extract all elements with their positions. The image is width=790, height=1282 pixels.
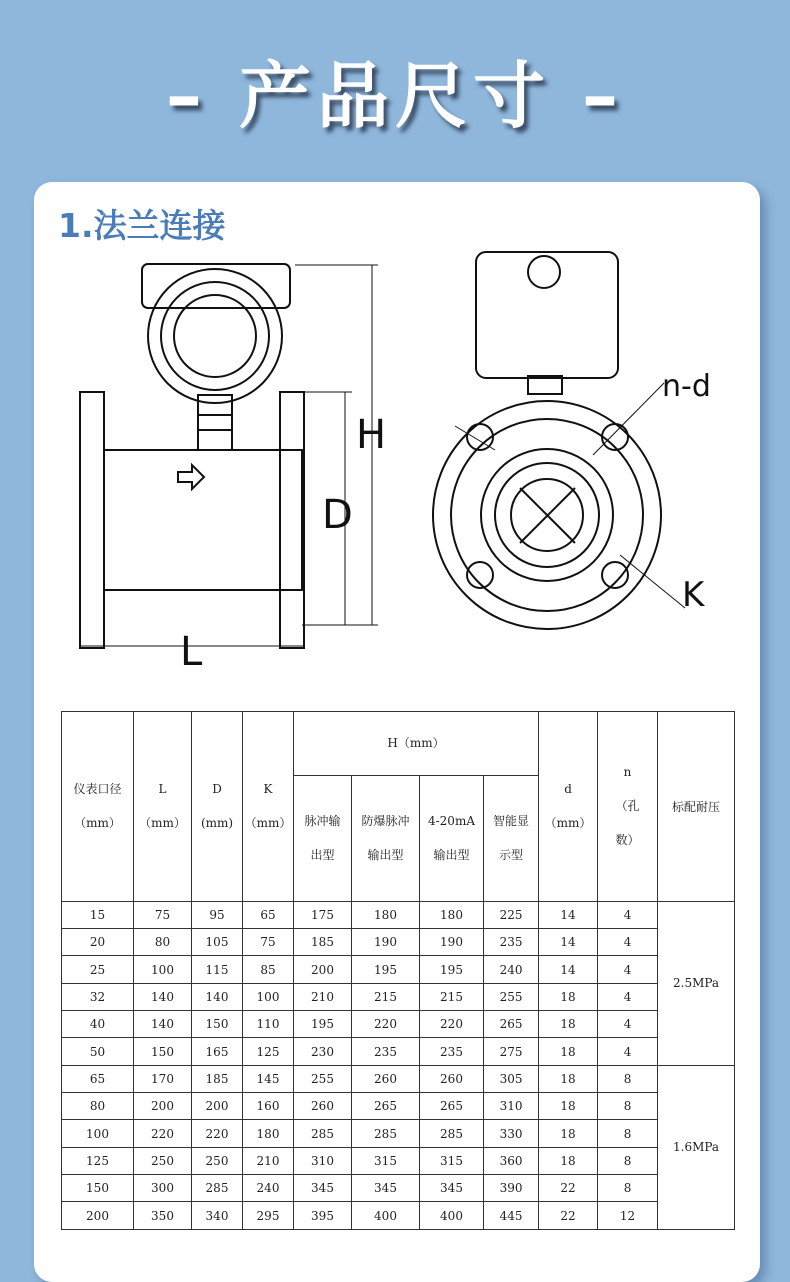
dim-label-d: D: [322, 492, 353, 538]
table-cell: 165: [192, 1038, 243, 1065]
table-cell: 80: [62, 1093, 134, 1120]
table-cell: 185: [294, 929, 352, 956]
table-cell: 250: [134, 1147, 192, 1174]
table-cell: 75: [134, 901, 192, 928]
table-cell: 12: [598, 1202, 658, 1230]
table-cell: 345: [420, 1175, 484, 1202]
header-l: L （mm）: [134, 712, 192, 902]
table-cell: 18: [539, 1038, 598, 1065]
table-row: [62, 1011, 735, 1038]
table-cell: 4: [598, 1011, 658, 1038]
table-cell: 330: [484, 1120, 539, 1147]
table-cell: 240: [484, 956, 539, 983]
table-cell: 345: [352, 1175, 420, 1202]
page-title: – 产品尺寸 –: [165, 54, 625, 138]
table-cell: 115: [192, 956, 243, 983]
table-cell: 8: [598, 1120, 658, 1147]
table-cell: 85: [243, 956, 294, 983]
table-cell: 255: [294, 1065, 352, 1092]
table-cell: 170: [134, 1065, 192, 1092]
table-row: [62, 1093, 735, 1120]
table-cell: 220: [420, 1011, 484, 1038]
table-cell: 215: [352, 983, 420, 1010]
table-cell: 275: [484, 1038, 539, 1065]
table-cell: 25: [62, 956, 134, 983]
table-cell: 200: [192, 1093, 243, 1120]
table-cell: 180: [243, 1120, 294, 1147]
table-cell: 140: [134, 983, 192, 1010]
table-cell: 250: [192, 1147, 243, 1174]
table-cell: 310: [294, 1147, 352, 1174]
table-cell: 395: [294, 1202, 352, 1230]
table-row: [62, 983, 735, 1010]
dim-label-l: L: [180, 629, 203, 675]
table-cell: 160: [243, 1093, 294, 1120]
table-cell: 14: [539, 929, 598, 956]
pressure-cell: 2.5MPa: [658, 901, 735, 1065]
table-cell: 125: [243, 1038, 294, 1065]
table-cell: 18: [539, 1065, 598, 1092]
dim-label-h: H: [356, 412, 387, 458]
table-cell: 15: [62, 901, 134, 928]
table-row: [62, 1120, 735, 1147]
table-cell: 4: [598, 983, 658, 1010]
table-cell: 360: [484, 1147, 539, 1174]
table-cell: 315: [420, 1147, 484, 1174]
table-cell: 75: [243, 929, 294, 956]
table-cell: 8: [598, 1147, 658, 1174]
table-cell: 18: [539, 983, 598, 1010]
header-h-4-20: 4-20mA 输出型: [420, 775, 484, 901]
header-h-pulse: 脉冲输 出型: [294, 775, 352, 901]
table-cell: 220: [192, 1120, 243, 1147]
table-cell: 390: [484, 1175, 539, 1202]
spec-table: [61, 711, 735, 1230]
table-cell: 195: [352, 956, 420, 983]
header-caliber: 仪表口径 （mm）: [62, 712, 134, 902]
table-cell: 305: [484, 1065, 539, 1092]
table-cell: 260: [352, 1065, 420, 1092]
table-cell: 18: [539, 1011, 598, 1038]
table-cell: 190: [420, 929, 484, 956]
table-cell: 200: [294, 956, 352, 983]
table-cell: 8: [598, 1175, 658, 1202]
table-row: [62, 1202, 735, 1230]
table-cell: 185: [192, 1065, 243, 1092]
header-n: n （孔 数）: [598, 712, 658, 902]
header-d: D (mm): [192, 712, 243, 902]
dim-label-k: K: [682, 575, 705, 615]
table-cell: 110: [243, 1011, 294, 1038]
table-cell: 50: [62, 1038, 134, 1065]
table-cell: 230: [294, 1038, 352, 1065]
table-cell: 285: [420, 1120, 484, 1147]
table-cell: 175: [294, 901, 352, 928]
table-cell: 180: [352, 901, 420, 928]
table-cell: 345: [294, 1175, 352, 1202]
table-cell: 65: [62, 1065, 134, 1092]
table-cell: 300: [134, 1175, 192, 1202]
table-cell: 265: [484, 1011, 539, 1038]
table-cell: 285: [352, 1120, 420, 1147]
table-cell: 145: [243, 1065, 294, 1092]
table-cell: 140: [134, 1011, 192, 1038]
table-cell: 255: [484, 983, 539, 1010]
table-cell: 200: [134, 1093, 192, 1120]
table-cell: 265: [420, 1093, 484, 1120]
table-cell: 32: [62, 983, 134, 1010]
table-row: [62, 901, 735, 928]
table-cell: 220: [134, 1120, 192, 1147]
header-pressure: 标配耐压: [658, 712, 735, 902]
table-cell: 195: [420, 956, 484, 983]
flange-dimension-drawing: [60, 250, 740, 690]
header-d-hole: d （mm）: [539, 712, 598, 902]
table-cell: 350: [134, 1202, 192, 1230]
table-row: [62, 956, 735, 983]
table-row: [62, 1175, 735, 1202]
table-cell: 100: [62, 1120, 134, 1147]
table-cell: 22: [539, 1202, 598, 1230]
table-cell: 285: [192, 1175, 243, 1202]
pressure-cell: 1.6MPa: [658, 1065, 735, 1229]
table-cell: 225: [484, 901, 539, 928]
table-cell: 80: [134, 929, 192, 956]
table-row: [62, 1038, 735, 1065]
table-cell: 445: [484, 1202, 539, 1230]
table-cell: 310: [484, 1093, 539, 1120]
table-cell: 400: [352, 1202, 420, 1230]
header-k: K （mm）: [243, 712, 294, 902]
table-cell: 220: [352, 1011, 420, 1038]
table-row: [62, 1065, 735, 1092]
table-cell: 210: [243, 1147, 294, 1174]
table-row: [62, 1147, 735, 1174]
table-cell: 18: [539, 1093, 598, 1120]
table-cell: 8: [598, 1065, 658, 1092]
table-cell: 100: [134, 956, 192, 983]
table-cell: 260: [420, 1065, 484, 1092]
table-cell: 180: [420, 901, 484, 928]
table-cell: 200: [62, 1202, 134, 1230]
table-cell: 22: [539, 1175, 598, 1202]
table-cell: 400: [420, 1202, 484, 1230]
table-cell: 240: [243, 1175, 294, 1202]
section-title: 1.法兰连接: [58, 206, 226, 245]
table-cell: 235: [352, 1038, 420, 1065]
table-cell: 4: [598, 901, 658, 928]
table-cell: 18: [539, 1147, 598, 1174]
dim-label-nd: n-d: [662, 369, 711, 404]
table-cell: 340: [192, 1202, 243, 1230]
table-cell: 235: [484, 929, 539, 956]
table-cell: 20: [62, 929, 134, 956]
table-row: [62, 929, 735, 956]
header-h-smart: 智能显 示型: [484, 775, 539, 901]
table-cell: 190: [352, 929, 420, 956]
table-cell: 40: [62, 1011, 134, 1038]
table-cell: 150: [134, 1038, 192, 1065]
table-cell: 14: [539, 956, 598, 983]
table-cell: 18: [539, 1120, 598, 1147]
table-cell: 265: [352, 1093, 420, 1120]
table-cell: 210: [294, 983, 352, 1010]
table-cell: 14: [539, 901, 598, 928]
table-cell: 100: [243, 983, 294, 1010]
table-cell: 295: [243, 1202, 294, 1230]
table-cell: 235: [420, 1038, 484, 1065]
table-cell: 150: [62, 1175, 134, 1202]
table-cell: 8: [598, 1093, 658, 1120]
table-cell: 125: [62, 1147, 134, 1174]
header-h-explosion: 防爆脉冲 输出型: [352, 775, 420, 901]
table-cell: 215: [420, 983, 484, 1010]
table-cell: 150: [192, 1011, 243, 1038]
table-cell: 4: [598, 929, 658, 956]
table-cell: 4: [598, 1038, 658, 1065]
table-cell: 315: [352, 1147, 420, 1174]
header-h-group: H（mm）: [294, 712, 539, 776]
table-cell: 4: [598, 956, 658, 983]
table-cell: 65: [243, 901, 294, 928]
table-cell: 140: [192, 983, 243, 1010]
table-cell: 105: [192, 929, 243, 956]
table-cell: 260: [294, 1093, 352, 1120]
table-cell: 285: [294, 1120, 352, 1147]
table-cell: 95: [192, 901, 243, 928]
table-cell: 195: [294, 1011, 352, 1038]
